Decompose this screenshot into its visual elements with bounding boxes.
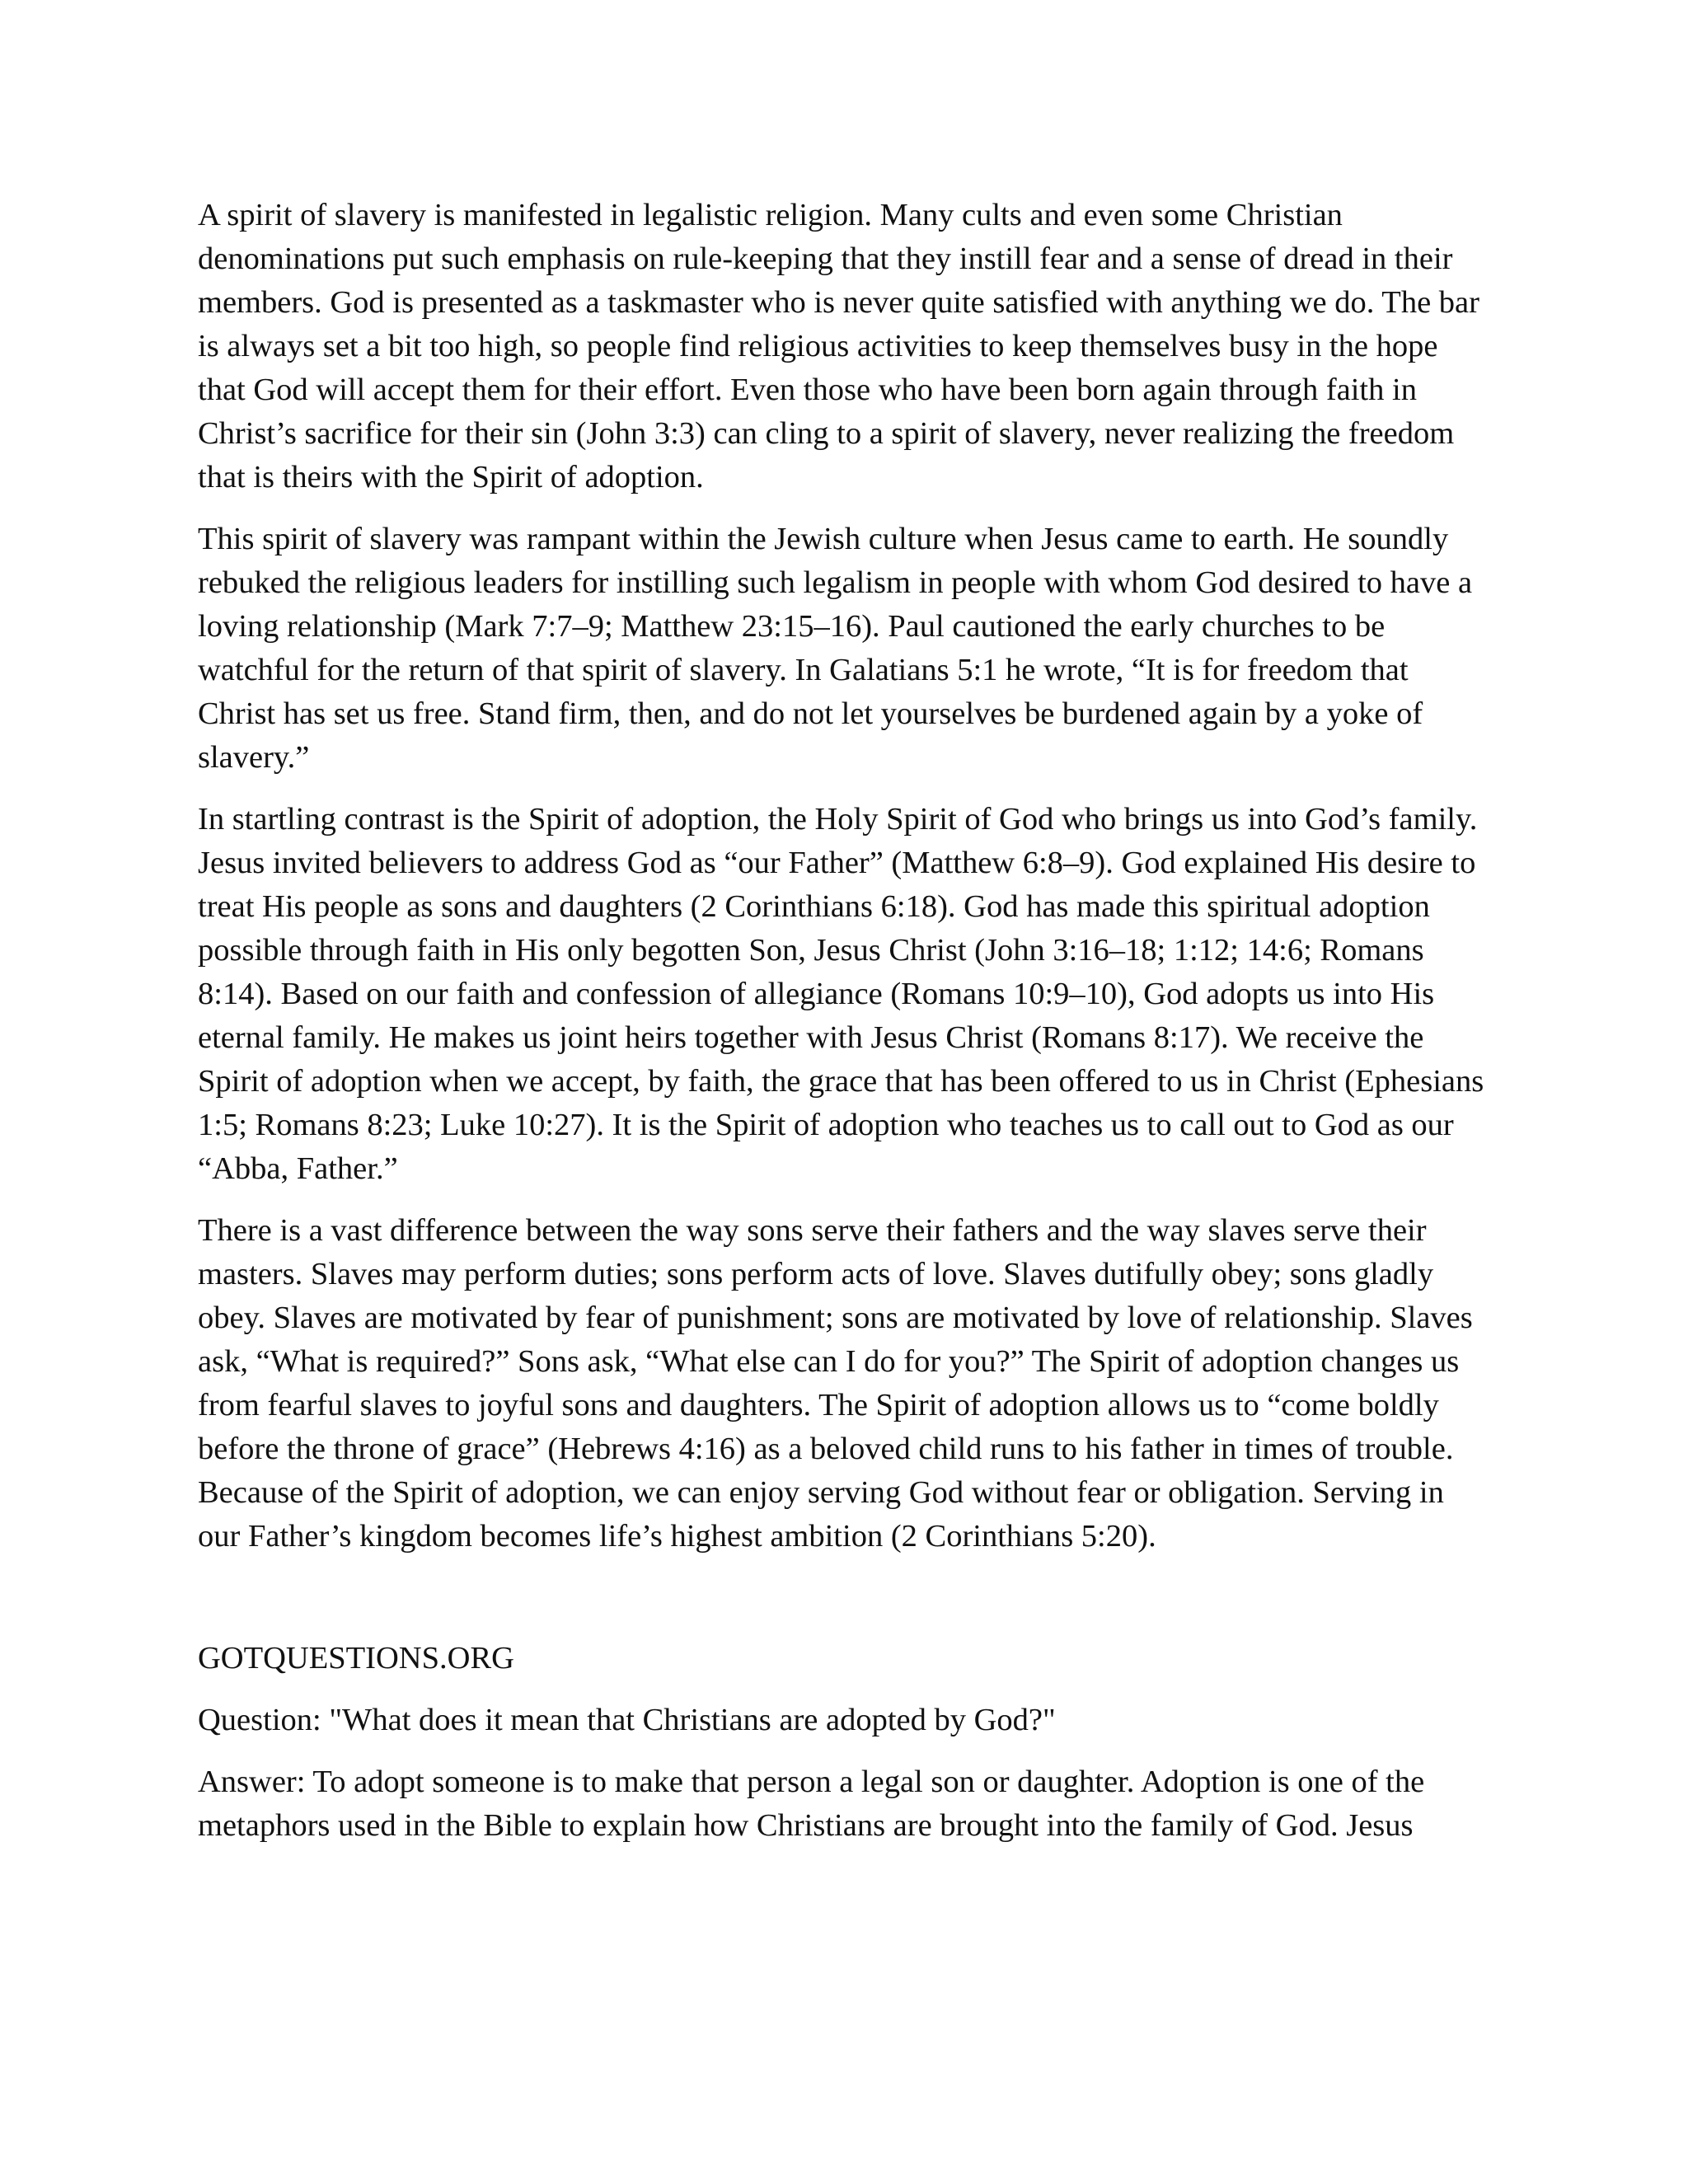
paragraph-sons-and-slaves: There is a vast difference between the way sons serve their fathers and the way slaves serve their masters. Slaves may perform duties; sons perform acts of love. Slaves dutifully obey; sons gladly obey. Slaves are motivated by fear of punishment; sons are motivated by love of relationship. Slaves ask, “What is required?” Sons ask, “What else can I do for you?” The Spirit of adoption changes us from fearful slaves to joyful sons and daughters. The Spirit of adoption allows us to “come boldly before the throne of grace” (Hebrews 4:16) as a beloved child runs to his father in times of trouble. Because of the Spirit of adoption, we can enjoy serving God without fear or obligation. Serving in our Father’s kingdom becomes life’s highest ambition (2 Corinthians 5:20). xyxy=(198,1213,1473,1554)
paragraph-spirit-of-adoption: In startling contrast is the Spirit of adoption, the Holy Spirit of God who brings us into God’s family. Jesus invited believers to address God as “our Father” (Matthew 6:8–9). God explained His desire to treat His people as sons and daughters (2 Corinthians 6:18). God has made this spiritual adoption possible through faith in His only begotten Son, Jesus Christ (John 3:16–18; 1:12; 14:6; Romans 8:14). Based on our faith and confession of allegiance (Romans 10:9–10), God adopts us into His eternal family. He makes us joint heirs together with Jesus Christ (Romans 8:17). We receive the Spirit of adoption when we accept, by faith, the grace that has been offered to us in Christ (Ephesians 1:5; Romans 8:23; Luke 10:27). It is the Spirit of adoption who teaches us to call out to God as our “Abba, Father.” xyxy=(198,802,1484,1186)
paragraph-jewish-culture: This spirit of slavery was rampant within the Jewish culture when Jesus came to earth. He soundly rebuked the religious leaders for instilling such legalism in people with whom God desired to have a loving relationship (Mark 7:7–9; Matthew 23:15–16). Paul cautioned the early churches to be watchful for the return of that spirit of slavery. In Galatians 5:1 he wrote, “It is for freedom that Christ has set us free. Stand firm, then, and do not let yourselves be burdened again by a yoke of slavery.” xyxy=(198,522,1473,775)
document-page xyxy=(198,194,1492,1866)
paragraph-spirit-of-slavery: A spirit of slavery is manifested in legalistic religion. Many cults and even some Christian denominations put such emphasis on rule-keeping that they instill fear and a sense of dread in their members. God is presented as a taskmaster who is never quite satisfied with anything we do. The bar is always set a bit too high, so people find religious activities to keep themselves busy in the hope that God will accept them for their effort. Even those who have been born again through faith in Christ’s sacrifice for their sin (John 3:3) can cling to a spirit of slavery, never realizing the freedom that is theirs with the Spirit of adoption. xyxy=(198,198,1479,494)
source-heading: GOTQUESTIONS.ORG xyxy=(198,1641,514,1675)
question-text: Question: "What does it mean that Christians are adopted by God?" xyxy=(198,1703,1056,1737)
answer-text: Answer: To adopt someone is to make that person a legal son or daughter. Adoption is one of the metaphors used in the Bible to explain how Christians are brought into the family of God. Jesus xyxy=(198,1765,1425,1843)
